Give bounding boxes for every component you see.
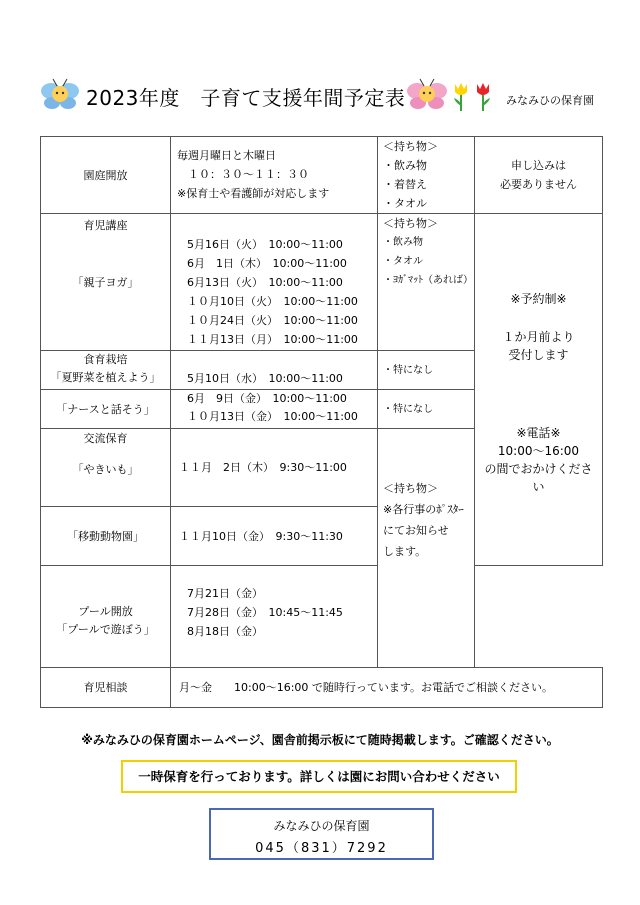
tulip-yellow-icon xyxy=(452,80,470,112)
row-detail: 月～金 10:00～16:00 で随時行っています。お電話でご相談ください。 xyxy=(171,668,603,708)
contact-box xyxy=(209,808,434,860)
row-detail: 7月21日（金） 7月28日（金） 10:45～11:45 8月18日（金） xyxy=(171,566,378,668)
row-label: 「移動動物園」 xyxy=(41,507,171,566)
contact-phone: 045（831）7292 xyxy=(255,841,388,856)
row-apply: ※予約制※ １か月前より 受付します ※電話※ 10:00～16:00 の間でおかけください xyxy=(475,214,603,566)
school-name: みなみひの保育園 xyxy=(506,94,594,107)
row-detail: １１月10日（金） 9:30～11:30 xyxy=(171,507,378,566)
row-items: ・特になし xyxy=(378,390,475,429)
table-row xyxy=(41,566,603,668)
butterfly-pink-icon xyxy=(406,78,448,112)
page-title: 2023年度 子育て支援年間予定表 xyxy=(86,86,406,110)
notice-text: ※みなみひの保育園ホームページ、園舎前掲示板にて随時掲載します。ご確認ください。 xyxy=(81,733,559,747)
row-items: ＜持ち物＞ ※各行事のﾎﾟｽﾀｰ にてお知らせ します。 xyxy=(378,429,475,668)
row-label: 育児講座 「親子ヨガ」 xyxy=(41,214,171,351)
row-detail: 5月16日（火） 10:00～11:00 6月 1日（木） 10:00～11:00 6月13日（火） 10:00～11:00 １０月10日（火） 10:00～11:00 １０月24日（火） 10:00～11:00 １１月13日（月） 10:00～11:00 xyxy=(171,214,378,351)
row-label: プール開放 「プールで遊ぼう」 xyxy=(41,566,171,668)
row-detail: １１月 2日（木） 9:30～11:00 xyxy=(171,429,378,507)
tulip-red-icon xyxy=(474,80,492,112)
row-apply: 申し込みは 必要ありません xyxy=(475,137,603,214)
temp-care-box: 一時保育を行っております。詳しくは園にお問い合わせください xyxy=(121,760,517,793)
table-row xyxy=(41,137,603,214)
row-label: 食育栽培 「夏野菜を植えよう」 xyxy=(41,351,171,390)
row-label: 「ナースと話そう」 xyxy=(41,390,171,429)
table-row xyxy=(41,214,603,351)
table-row xyxy=(41,668,603,708)
contact-name: みなみひの保育園 xyxy=(273,819,370,833)
butterfly-icon xyxy=(40,78,80,112)
row-label: 園庭開放 xyxy=(41,137,171,214)
row-detail: 6月 9日（金） 10:00～11:00 １０月13日（金） 10:00～11:00 xyxy=(171,390,378,429)
row-label: 育児相談 xyxy=(41,668,171,708)
schedule-table xyxy=(40,136,603,708)
page-header xyxy=(40,78,600,114)
row-detail: 毎週月曜日と木曜日 １０：３０～１１：３０ ※保育士や看護師が対応します xyxy=(171,137,378,214)
row-label: 交流保育 「やきいも」 xyxy=(41,429,171,507)
row-items: ・特になし xyxy=(378,351,475,390)
row-items: ＜持ち物＞ ・飲み物 ・タオル ・ﾖｶﾞﾏｯﾄ（あれば） xyxy=(378,214,475,351)
row-detail: 5月10日（水） 10:00～11:00 xyxy=(171,351,378,390)
row-items: ＜持ち物＞ ・飲み物 ・着替え ・タオル xyxy=(378,137,475,214)
